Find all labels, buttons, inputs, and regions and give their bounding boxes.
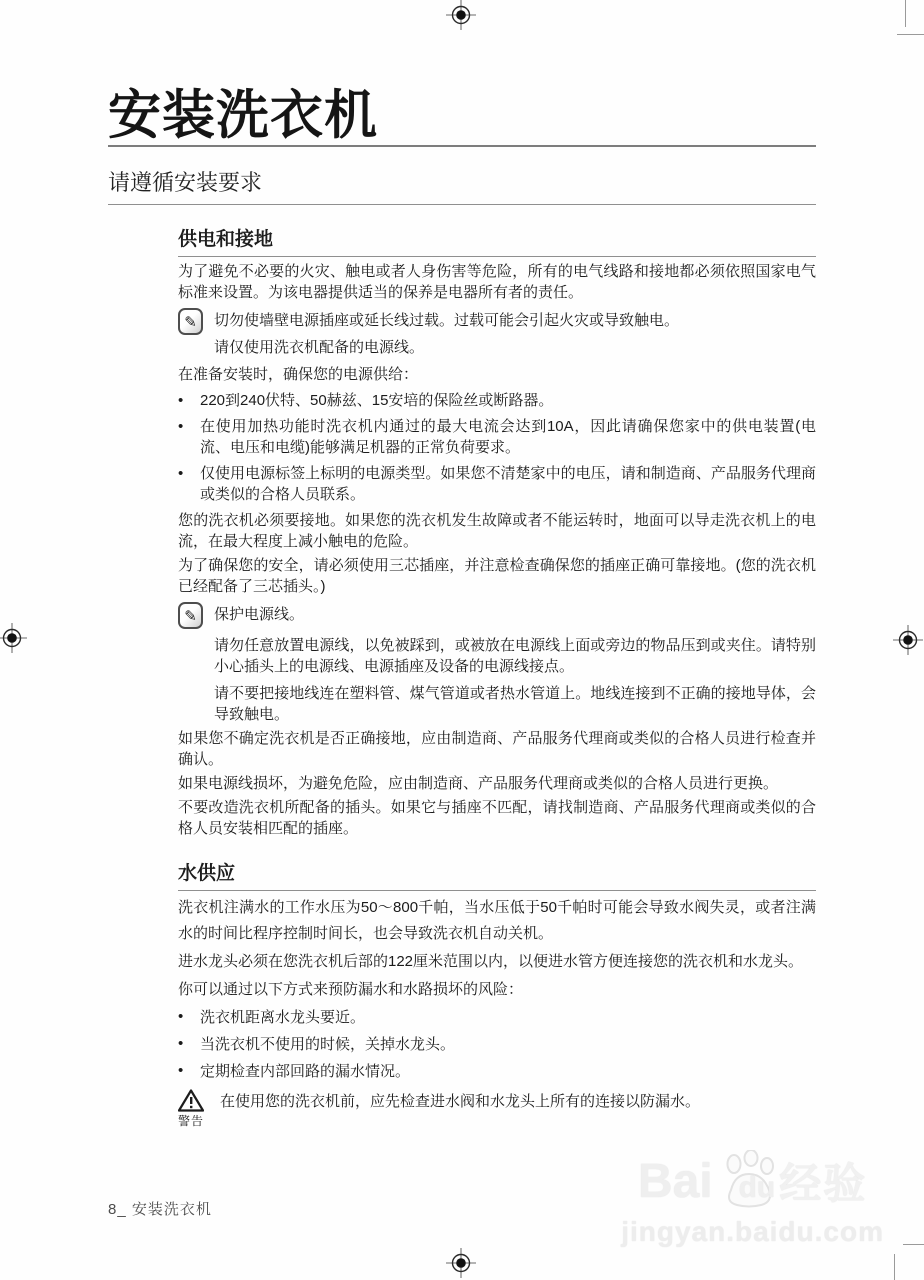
warning-triangle-icon bbox=[178, 1089, 204, 1112]
list-item bbox=[178, 1060, 816, 1084]
warning-text: 在使用您的洗衣机前，应先检查进水阀和水龙头上所有的连接以防漏水。 bbox=[220, 1093, 701, 1111]
water-pressure-paragraph: 洗衣机注满水的工作水压为50～800千帕，当水压低于50千帕时可能会导致水阀失灵，或者注满水的时间比程序控制时间长，也会导致洗衣机自动关机。 bbox=[178, 899, 816, 943]
damaged-cord-paragraph: 如果电源线损坏，为避免危险，应由制造商、产品服务代理商或类似的合格人员进行更换。 bbox=[178, 775, 779, 793]
socket-paragraph: 为了确保您的安全，请必须使用三芯插座，并注意检查确保您的插座正确可靠接地。(您的洗衣机已经配备了三芯插头。) bbox=[178, 557, 816, 596]
prepare-intro-paragraph: 在准备安装时，确保您的电源供给： bbox=[178, 366, 419, 384]
crop-mark bbox=[894, 1254, 895, 1280]
page-footer: 8_ 安装洗衣机 bbox=[108, 1201, 212, 1218]
bullet-icon: • bbox=[178, 1035, 184, 1053]
registration-mark-top bbox=[446, 0, 476, 30]
bullet-icon: • bbox=[178, 1062, 184, 1080]
crop-mark bbox=[905, 0, 906, 27]
note-pencil-icon: ✎ bbox=[178, 308, 203, 335]
power-grounding-section bbox=[178, 224, 816, 1129]
power-section-heading: 供电和接地 bbox=[178, 224, 816, 257]
water-prevent-paragraph: 你可以通过以下方式来预防漏水和水路损坏的风险： bbox=[178, 981, 524, 999]
bullet-text: 仅使用电源标签上标明的电源类型。如果您不清楚家中的电压，请和制造商、产品服务代理商或类似的合格人员联系。 bbox=[200, 465, 816, 504]
power-bullet-list bbox=[178, 390, 816, 505]
water-supply-section bbox=[178, 858, 816, 1129]
note-cord-text: 请仅使用洗衣机配备的电源线。 bbox=[214, 339, 425, 357]
bullet-icon: • bbox=[178, 418, 184, 436]
note-pencil-icon: ✎ bbox=[178, 602, 203, 629]
bullet-text: 定期检查内部回路的漏水情况。 bbox=[200, 1063, 411, 1081]
warning-block bbox=[178, 1089, 816, 1129]
title-divider bbox=[108, 145, 816, 147]
water-bullet-list bbox=[178, 1006, 816, 1084]
water-section-heading: 水供应 bbox=[178, 858, 816, 891]
list-item bbox=[178, 1033, 816, 1057]
watermark-url: jingyan.baidu.com bbox=[621, 1216, 884, 1247]
baidu-jingyan-watermark bbox=[621, 1150, 884, 1248]
bullet-text: 在使用加热功能时洗衣机内通过的最大电流会达到10A，因此请确保您家中的供电装置(电流、电压和电缆)能够满足机器的正常负荷要求。 bbox=[200, 418, 816, 457]
power-intro-paragraph: 为了避免不必要的火灾、触电或者人身伤害等危险，所有的电气线路和接地都必须依照国家电气标准来设置。为该电器提供适当的保养是电器所有者的责任。 bbox=[178, 263, 816, 302]
note-block-overload bbox=[178, 307, 816, 361]
page-content bbox=[108, 86, 816, 1129]
note-overload-text: 切勿使墙壁电源插座或延长线过载。过载可能会引起火灾或导致触电。 bbox=[214, 312, 680, 330]
check-grounding-paragraph: 如果您不确定洗衣机是否正确接地，应由制造商、产品服务代理商或类似的合格人员进行检查并确认。 bbox=[178, 730, 816, 769]
page-title: 安装洗衣机 bbox=[108, 86, 378, 145]
note-protect-paragraph-2: 请不要把接地线连在塑料管、煤气管道或者热水管道上。地线连接到不正确的接地导体，会导致触电。 bbox=[214, 685, 816, 724]
registration-mark-bottom bbox=[446, 1248, 476, 1278]
bullet-icon: • bbox=[178, 1008, 184, 1026]
list-item bbox=[178, 390, 816, 411]
note-protect-paragraph-1: 请勿任意放置电源线，以免被踩到，或被放在电源线上面或旁边的物品压到或夹住。请特别小心插头上的电源线、电源插座及设备的电源线接点。 bbox=[214, 637, 816, 676]
section-heading: 请遵循安装要求 bbox=[108, 166, 816, 205]
registration-mark-left bbox=[0, 623, 27, 653]
crop-mark bbox=[903, 1244, 924, 1245]
list-item bbox=[178, 416, 816, 458]
note-protect-title: 保护电源线。 bbox=[214, 606, 305, 624]
note-block-protect-cord bbox=[178, 601, 816, 629]
bullet-text: 洗衣机距离水龙头要近。 bbox=[200, 1009, 366, 1027]
watermark-bai-text: Bai bbox=[637, 1154, 713, 1208]
registration-mark-right bbox=[893, 625, 923, 655]
bullet-icon: • bbox=[178, 392, 184, 410]
watermark-du-text: du bbox=[738, 1171, 776, 1204]
bullet-icon: • bbox=[178, 465, 184, 483]
watermark-jingyan-text: 经验 bbox=[779, 1160, 868, 1207]
bullet-text: 当洗衣机不使用的时候，关掉水龙头。 bbox=[200, 1036, 456, 1054]
list-item bbox=[178, 1006, 816, 1030]
list-item bbox=[178, 463, 816, 505]
crop-mark bbox=[897, 34, 924, 35]
warning-label: 警告 bbox=[178, 1114, 205, 1129]
plug-paragraph: 不要改造洗衣机所配备的插头。如果它与插座不匹配，请找制造商、产品服务代理商或类似的合格人员安装相匹配的插座。 bbox=[178, 799, 816, 838]
bullet-text: 220到240伏特、50赫兹、15安培的保险丝或断路器。 bbox=[200, 392, 554, 410]
grounding-paragraph: 您的洗衣机必须要接地。如果您的洗衣机发生故障或者不能运转时，地面可以导走洗衣机上的电流，在最大程度上减小触电的危险。 bbox=[178, 512, 816, 551]
water-tap-paragraph: 进水龙头必须在您洗衣机后部的122厘米范围以内，以便进水管方便连接您的洗衣机和水龙头。 bbox=[178, 953, 804, 971]
